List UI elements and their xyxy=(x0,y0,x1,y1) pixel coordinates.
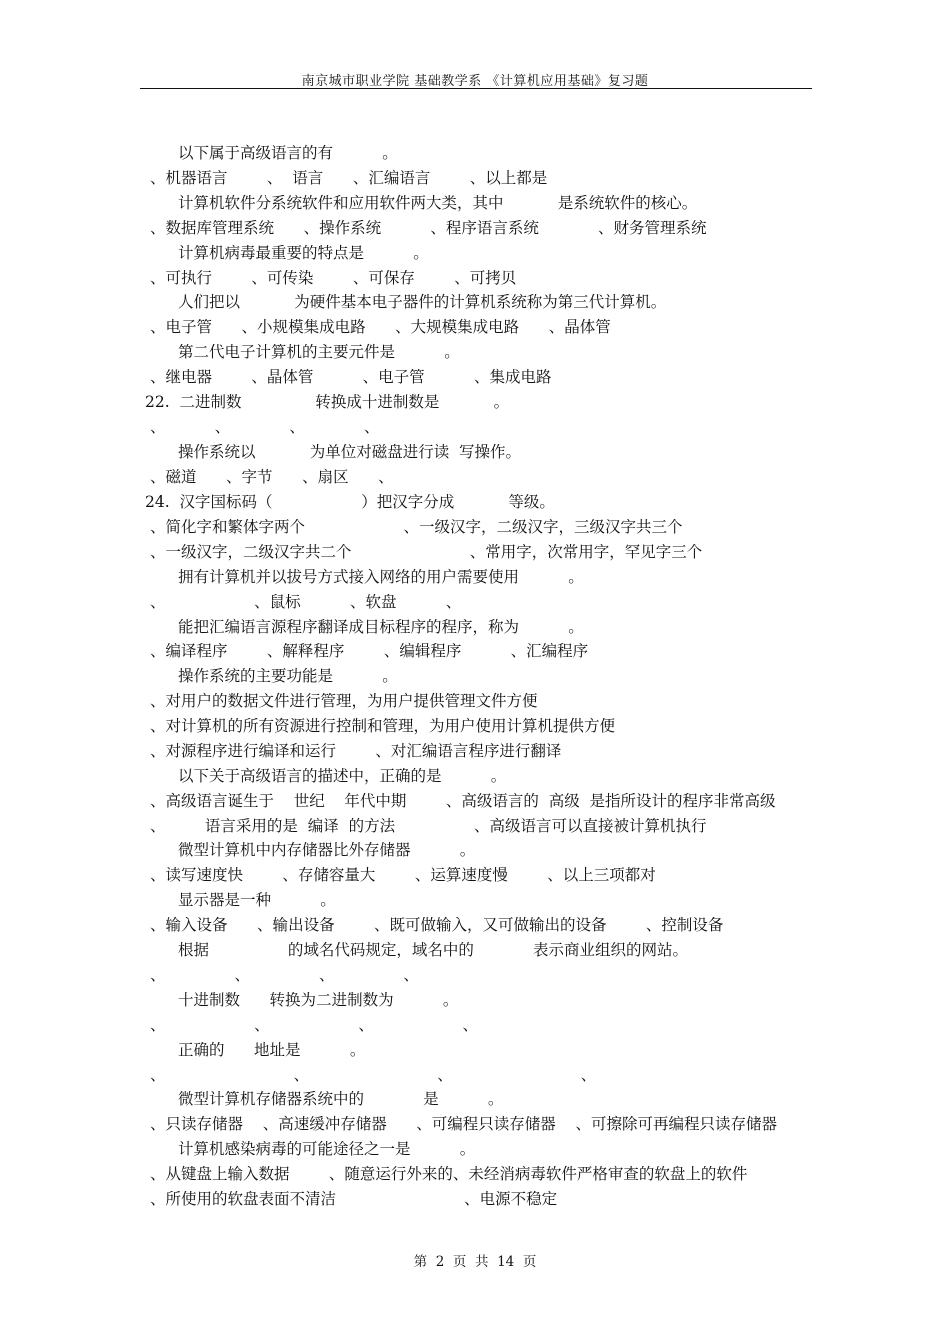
question-line: 计算机病毒最重要的特点是 。 xyxy=(178,244,429,262)
question-line: 计算机软件分系统软件和应用软件两大类，其中 是系统软件的核心。 xyxy=(178,194,698,212)
option-line: 、 、 、 、 xyxy=(150,1066,597,1084)
option-line: 、 、 、 、 xyxy=(150,966,419,984)
question-line: 操作系统的主要功能是 。 xyxy=(178,667,398,685)
option-line: 、从键盘上输入数据 、随意运行外来的、未经消病毒软件严格审查的软盘上的软件 xyxy=(150,1165,748,1183)
question-line: 以下属于高级语言的有 。 xyxy=(178,144,398,162)
question-line: 能把汇编语言源程序翻译成目标程序的程序，称为 。 xyxy=(178,618,584,636)
option-line: 、输入设备 、输出设备 、既可做输入，又可做输出的设备 、控制设备 xyxy=(150,916,724,934)
question-line: 正确的 地址是 。 xyxy=(178,1041,366,1059)
question-line: 微型计算机中内存储器比外存储器 。 xyxy=(178,841,476,859)
option-line: 、所使用的软盘表面不清洁 、电源不稳定 xyxy=(150,1190,558,1208)
option-line: 、只读存储器 、高速缓冲存储器 、可编程只读存储器 、可擦除可再编程只读存储器 xyxy=(150,1115,777,1133)
question-line: 24. 汉字国标码（ ）把汉字分成 等级。 xyxy=(145,493,555,511)
option-line: 、对源程序进行编译和运行 、对汇编语言程序进行翻译 xyxy=(150,742,562,760)
question-line: 22. 二进制数 转换成十进制数是 。 xyxy=(145,393,510,411)
option-line: 、 语言采用的是 编译 的方法 、高级语言可以直接被计算机执行 xyxy=(150,817,707,835)
option-line: 、对计算机的所有资源进行控制和管理，为用户使用计算机提供方便 xyxy=(150,717,616,735)
option-line: 、磁道 、字节 、扇区 、 xyxy=(150,468,394,486)
option-line: 、简化字和繁体字两个 、一级汉字，二级汉字，三级汉字共三个 xyxy=(150,518,683,536)
option-line: 、读写速度快 、存储容量大 、运算速度慢 、以上三项都对 xyxy=(150,866,656,884)
question-line: 显示器是一种 。 xyxy=(178,891,336,909)
option-line: 、 、 、 、 xyxy=(150,418,380,436)
option-line: 、可执行 、可传染 、可保存 、可拷贝 xyxy=(150,269,517,287)
question-line: 根据 的域名代码规定，域名中的 表示商业组织的网站。 xyxy=(178,941,688,959)
option-line: 、一级汉字，二级汉字共二个 、常用字，次常用字，罕见字三个 xyxy=(150,543,703,561)
option-line: 、电子管 、小规模集成电路 、大规模集成电路 、晶体管 xyxy=(150,318,611,336)
option-line: 、数据库管理系统 、操作系统 、程序语言系统 、财务管理系统 xyxy=(150,219,707,237)
option-line: 、高级语言诞生于 世纪 年代中期 、高级语言的 高级 是指所设计的程序非常高级 xyxy=(150,792,776,810)
question-line: 操作系统以 为单位对磁盘进行读 写操作。 xyxy=(178,443,522,461)
question-line: 微型计算机存储器系统中的 是 。 xyxy=(178,1090,504,1108)
option-line: 、继电器 、晶体管 、电子管 、集成电路 xyxy=(150,368,552,386)
question-line: 以下关于高级语言的描述中，正确的是 。 xyxy=(178,767,507,785)
header-rule xyxy=(140,88,812,89)
running-header: 南京城市职业学院 基础教学系 《计算机应用基础》复习题 xyxy=(301,74,649,89)
question-line: 第二代电子计算机的主要元件是 。 xyxy=(178,343,460,361)
question-line: 计算机感染病毒的可能途径之一是 。 xyxy=(178,1140,476,1158)
question-line: 拥有计算机并以拔号方式接入网络的用户需要使用 。 xyxy=(178,568,584,586)
question-line: 人们把以 为硬件基本电子器件的计算机系统称为第三代计算机。 xyxy=(178,293,667,311)
option-line: 、 、 、 、 xyxy=(150,1016,479,1034)
option-line: 、机器语言 、 语言 、汇编语言 、以上都是 xyxy=(150,169,548,187)
option-line: 、 、鼠标 、软盘 、 xyxy=(150,593,462,611)
option-line: 、对用户的数据文件进行管理，为用户提供管理文件方便 xyxy=(150,692,538,710)
option-line: 、编译程序 、解释程序 、编辑程序 、汇编程序 xyxy=(150,642,589,660)
question-line: 十进制数 转换为二进制数为 。 xyxy=(178,991,459,1009)
page-number: 第 2 页 共 14 页 xyxy=(413,1254,537,1270)
